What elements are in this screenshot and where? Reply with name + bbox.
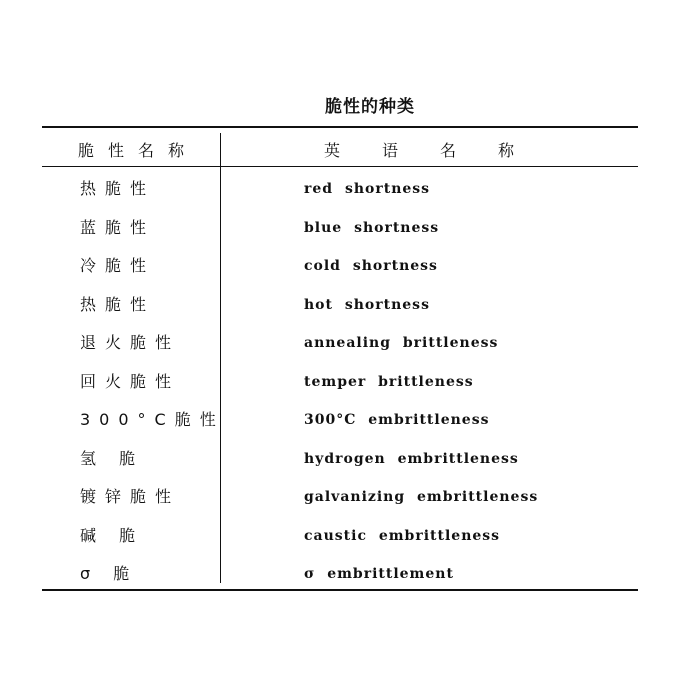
table-row [42,170,638,209]
chinese-term: σ 脆 [80,564,139,583]
chinese-term: 冷脆性 [80,256,156,275]
header-english-name: 英语名称 [323,141,556,160]
table-row [42,324,638,363]
english-term: annealing brittleness [304,335,499,351]
english-term: σ embrittlement [304,566,454,582]
english-term: 300°C embrittleness [304,412,490,428]
table-row [42,363,638,402]
chinese-term: 热脆性 [80,294,156,314]
chinese-term: 退火脆性 [80,333,181,352]
english-term: cold shortness [304,258,438,274]
english-term: galvanizing embrittleness [304,489,539,505]
table-row [42,401,638,440]
table-row [42,247,638,286]
bottom-rule [42,589,638,591]
chinese-term: 蓝脆性 [80,217,156,237]
chinese-term: 热脆性 [80,179,156,198]
header-chinese-name: 脆性名称 [77,141,198,160]
table-row [42,555,638,594]
english-term: red shortness [304,181,431,197]
english-term: hydrogen embrittleness [304,450,519,467]
top-rule [42,126,638,128]
table-body [42,170,638,594]
english-term: hot shortness [304,296,430,313]
chinese-term: 回火脆性 [80,371,181,391]
english-term: caustic embrittleness [304,527,501,544]
table-row [42,440,638,479]
chinese-term: 氢 脆 [80,448,145,468]
header-rule [42,166,638,167]
chinese-term: 镀锌脆性 [80,487,181,506]
english-term: blue shortness [304,219,440,236]
english-term: temper brittleness [304,373,474,390]
table-row [42,517,638,556]
table-row [42,478,638,517]
chinese-term: 300°C脆性 [80,410,225,429]
table-row [42,286,638,325]
chinese-term: 碱 脆 [80,525,145,545]
table-row [42,209,638,248]
table-title: 脆性的种类 [325,97,415,117]
